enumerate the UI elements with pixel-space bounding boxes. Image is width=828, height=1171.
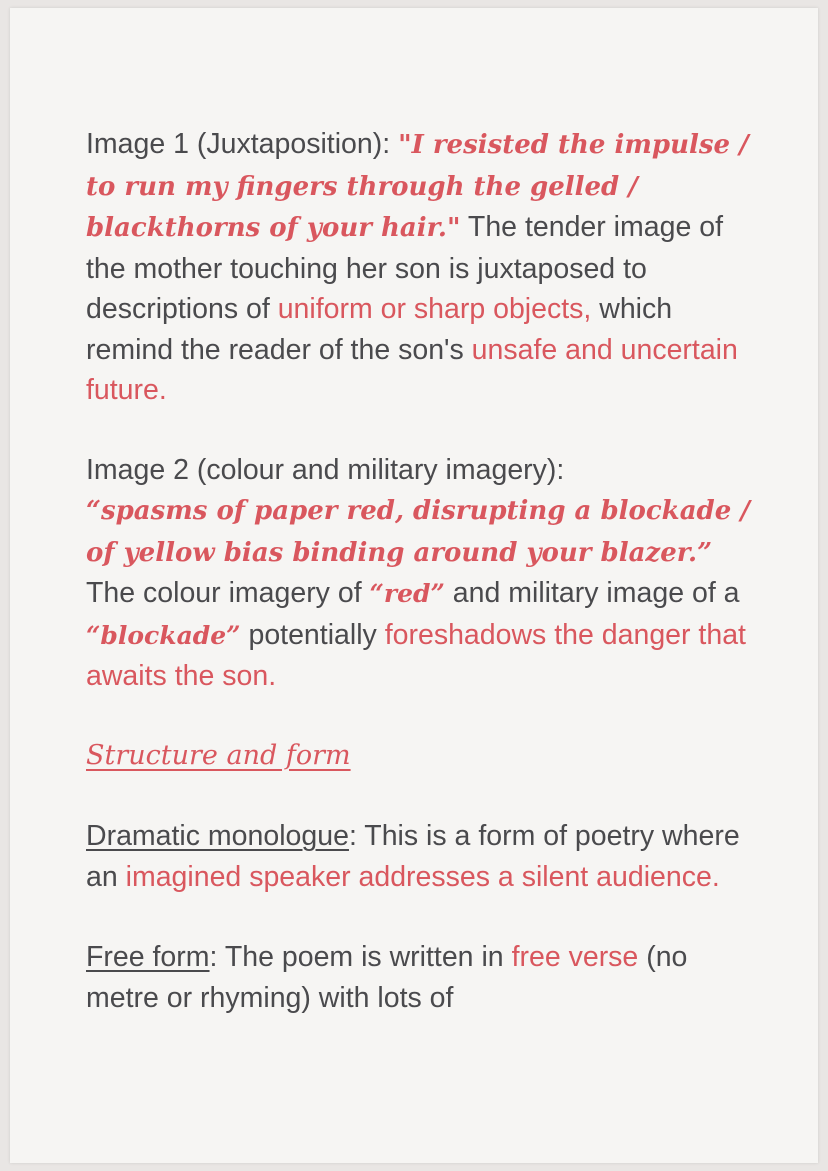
image2-text-a: The colour imagery of — [86, 577, 370, 609]
structure-heading-row — [86, 735, 766, 777]
dramatic-paragraph — [86, 816, 766, 897]
dramatic-highlight: imagined speaker addresses a silent audience. — [125, 860, 720, 893]
image1-text-b: which remind the reader of the son's — [86, 293, 673, 366]
notes-content — [86, 124, 766, 1018]
structure-heading: Structure and form — [86, 739, 351, 771]
free-form-term: Free form — [86, 941, 210, 973]
free-form-paragraph — [86, 937, 766, 1018]
image1-label: Image 1 (Juxtaposition): — [86, 128, 399, 160]
image2-inline-red: “red” — [369, 579, 445, 608]
image1-quote: "I resisted the impulse / to run my fingers through the gelled / blackthorns of your hair." — [86, 130, 749, 243]
dramatic-term: Dramatic monologue — [86, 820, 349, 852]
image1-highlight-2: unsafe and uncertain future. — [86, 333, 738, 406]
image1-text-a: The tender image of the mother touching her son is juxtaposed to descriptions of — [86, 211, 723, 325]
image2-inline-blockade: “blockade” — [86, 620, 241, 650]
image2-paragraph — [86, 450, 766, 697]
image1-paragraph — [86, 124, 766, 411]
free-form-text-b: (no metre or rhyming) with lots of — [86, 941, 688, 1014]
free-form-text-a: : The poem is written in — [209, 941, 512, 973]
dramatic-text-a: : This is a form of poetry where an — [86, 820, 740, 893]
image2-highlight: foreshadows the danger that awaits the son. — [86, 618, 746, 692]
image2-text-c: potentially — [240, 618, 385, 651]
image2-quote: “spasms of paper red, disrupting a blockade / of yellow bias binding around your blazer.” — [86, 496, 750, 568]
image2-label: Image 2 (colour and military imagery): — [86, 453, 565, 486]
page — [10, 8, 818, 1163]
free-form-highlight: free verse — [511, 941, 639, 973]
image2-text-b: and military image of a — [444, 577, 740, 609]
image1-highlight: uniform or sharp objects, — [277, 293, 592, 325]
